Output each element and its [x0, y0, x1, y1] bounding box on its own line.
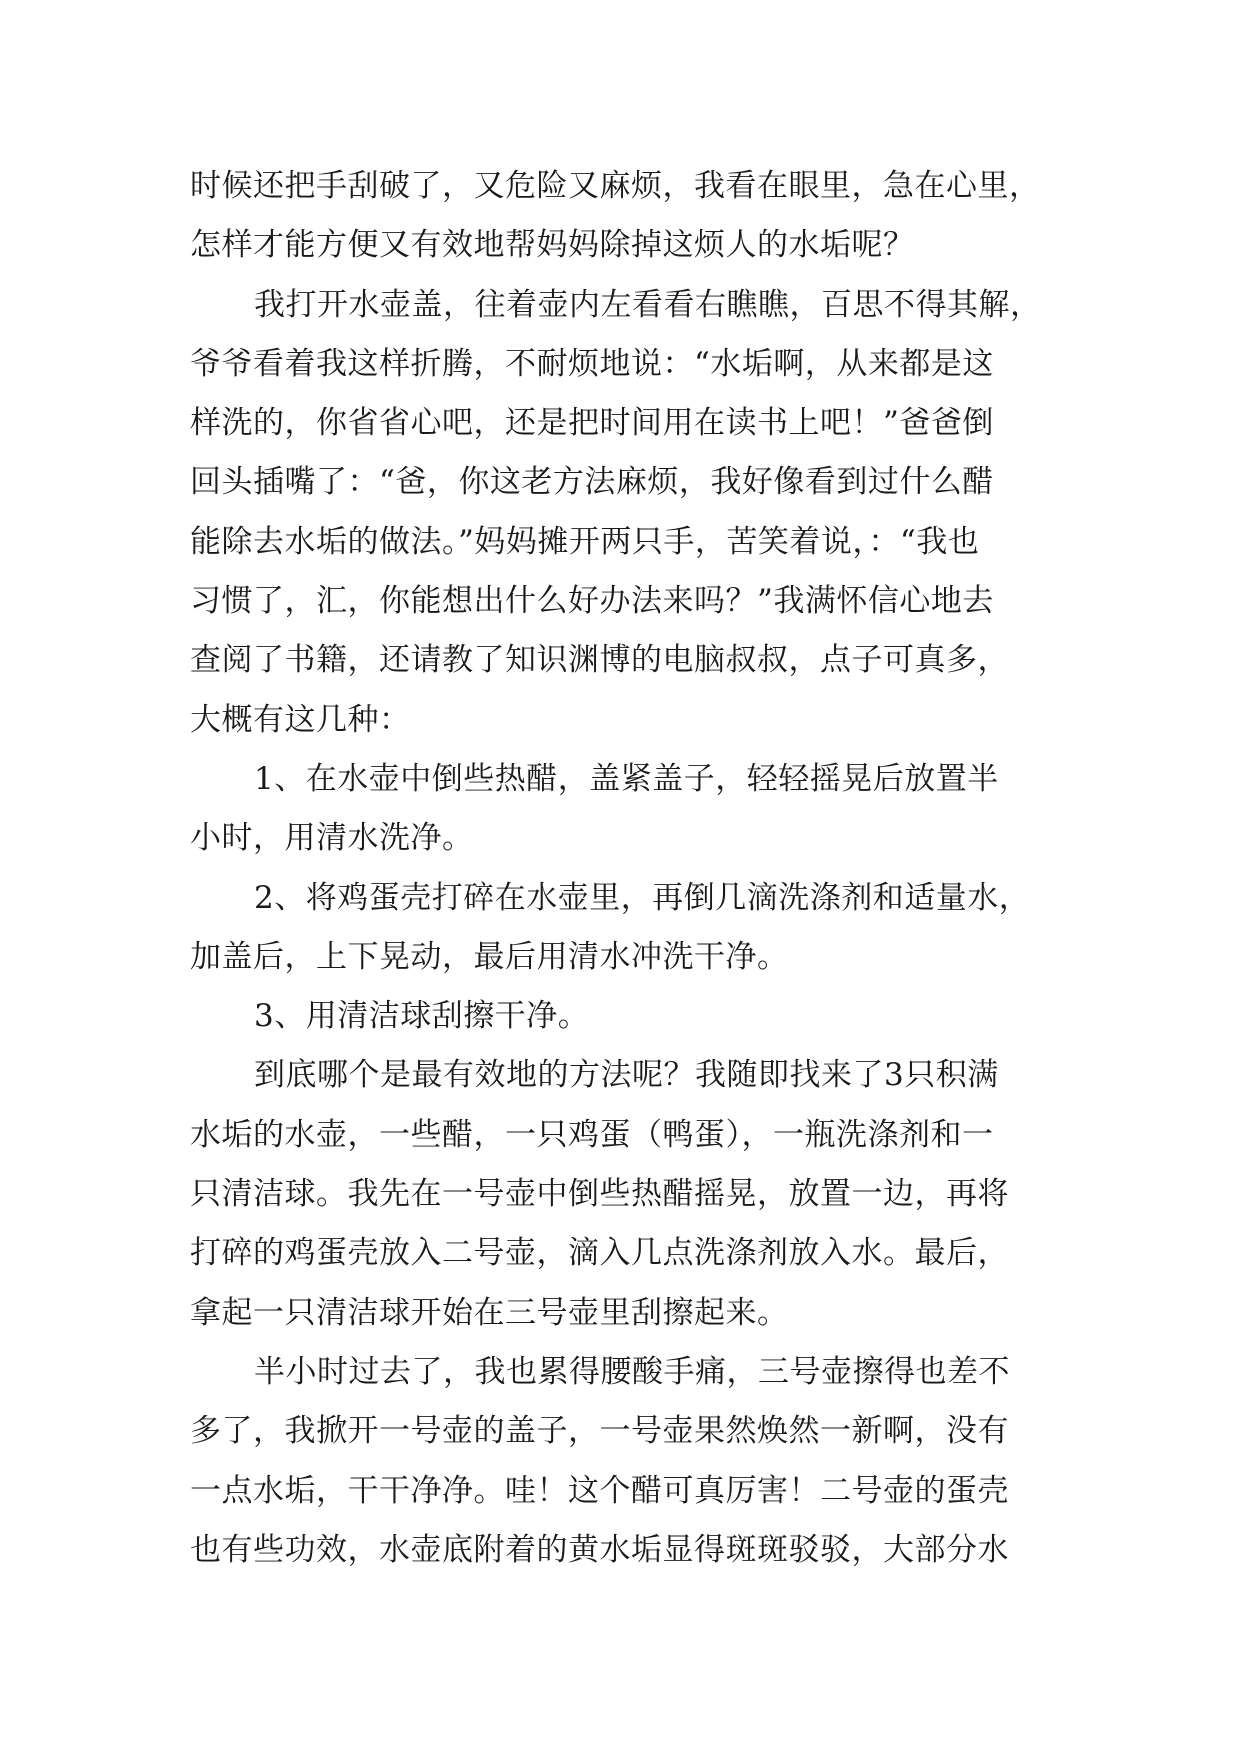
text-line: 半小时过去了，我也累得腰酸手痛，三号壶擦得也差不: [254, 1353, 1010, 1390]
text-line: 我打开水壶盖，往着壶内左看看右瞧瞧，百思不得其解，: [254, 286, 1042, 323]
text-line: 习惯了，汇，你能想出什么好办法来吗？”我满怀信心地去: [190, 583, 994, 620]
text-line: 爷爷看着我这样折腾，不耐烦地说：“水垢啊，从来都是这: [190, 345, 994, 382]
text-line: 打碎的鸡蛋壳放入二号壶，滴入几点洗涤剂放入水。最后，: [190, 1235, 1009, 1272]
text-line: 时候还把手刮破了，又危险又麻烦，我看在眼里，急在心里，: [190, 168, 1041, 204]
text-line: 大概有这几种：: [190, 701, 411, 738]
text-line: 3、用清洁球刮擦干净。: [254, 998, 590, 1035]
text-line: 到底哪个是最有效地的方法呢？我随即找来了3只积满: [254, 1057, 999, 1094]
text-line: 1、在水壶中倒些热醋，盖紧盖子，轻轻摇晃后放置半: [254, 760, 999, 797]
document-body: [190, 157, 1090, 1580]
text-line: 一点水垢，干干净净。哇！这个醋可真厉害！二号壶的蛋壳: [190, 1472, 1009, 1509]
text-line: 2、将鸡蛋壳打碎在水壶里，再倒几滴洗涤剂和适量水，: [254, 879, 1031, 916]
text-line: 怎样才能方便又有效地帮妈妈除掉这烦人的水垢呢？: [190, 227, 915, 264]
text-line: 回头插嘴了：“爸，你这老方法麻烦，我好像看到过什么醋: [190, 464, 994, 501]
text-line: 也有些功效，水壶底附着的黄水垢显得斑斑驳驳，大部分水: [190, 1531, 1009, 1568]
text-line: 查阅了书籍，还请教了知识渊博的电脑叔叔，点子可真多，: [190, 642, 1009, 679]
text-line: 加盖后，上下晃动，最后用清水冲洗干净。: [190, 938, 789, 975]
text-line: 只清洁球。我先在一号壶中倒些热醋摇晃，放置一边，再将: [190, 1176, 1009, 1213]
text-line: 小时，用清水洗净。: [190, 820, 474, 857]
text-line: 能除去水垢的做法。”妈妈摊开两只手，苦笑着说，：“我也: [190, 523, 980, 560]
text-line: 多了，我掀开一号壶的盖子，一号壶果然焕然一新啊，没有: [190, 1413, 1009, 1450]
text-line: 拿起一只清洁球开始在三号壶里刮擦起来。: [190, 1294, 789, 1331]
text-line: 样洗的，你省省心吧，还是把时间用在读书上吧！”爸爸倒: [190, 405, 994, 442]
text-line: 水垢的水壶，一些醋，一只鸡蛋（鸭蛋），一瓶洗涤剂和一: [190, 1116, 994, 1153]
